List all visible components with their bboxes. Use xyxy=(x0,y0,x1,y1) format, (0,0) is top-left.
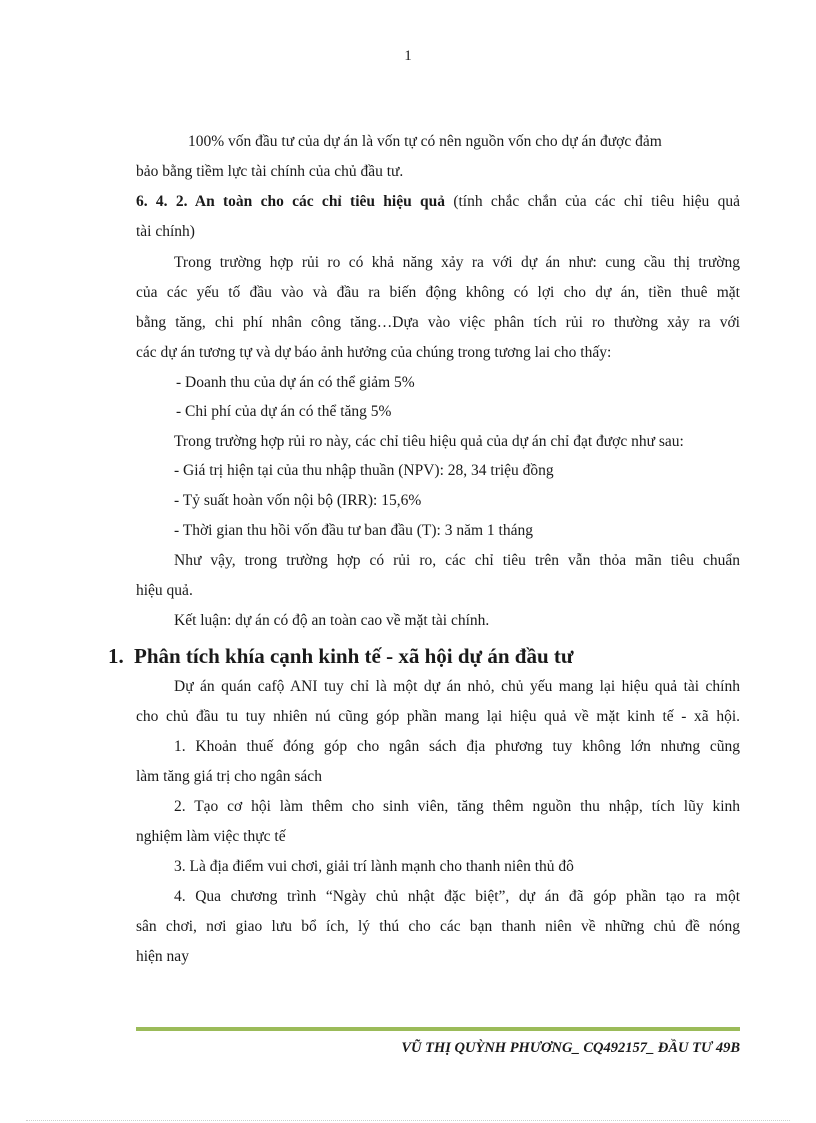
subsection-heading-line-2: tài chính) xyxy=(136,223,195,240)
section-heading xyxy=(108,642,574,670)
paragraph-line: Trong trường hợp rủi ro có khả năng xảy ra với dự án như: cung cầu thị trường xyxy=(174,254,740,271)
list-item-continued: nghiệm làm việc thực tế xyxy=(136,828,286,845)
footer-rule xyxy=(136,1027,740,1031)
section-number: 1. xyxy=(108,644,124,668)
paragraph-line: Dự án quán cafộ ANI tuy chỉ là một dự án nhỏ, chủ yếu mang lại hiệu quả tài chính xyxy=(174,678,740,695)
list-item: 3. Là địa điểm vui chơi, giải trí lành mạnh cho thanh niên thủ đô xyxy=(174,858,574,875)
paragraph-line: Như vậy, trong trường hợp có rủi ro, các chỉ tiêu trên vẫn thỏa mãn tiêu chuẩn xyxy=(174,552,740,569)
paragraph-line: cho chủ đầu tu tuy nhiên nú cũng góp phần mang lại hiệu quả về mặt kinh tế - xã hội. xyxy=(136,708,740,725)
list-item: 1. Khoản thuế đóng góp cho ngân sách địa phương tuy không lớn nhưng cũng xyxy=(174,738,740,755)
page-number: 1 xyxy=(404,48,412,64)
list-item: - Doanh thu của dự án có thể giảm 5% xyxy=(176,374,415,391)
subsection-heading xyxy=(136,191,740,213)
section-title: Phân tích khía cạnh kinh tế - xã hội dự án đầu tư xyxy=(134,644,574,668)
list-item: 2. Tạo cơ hội làm thêm cho sinh viên, tăng thêm nguồn thu nhập, tích lũy kinh xyxy=(174,798,740,815)
conclusion-line: Kết luận: dự án có độ an toàn cao về mặt tài chính. xyxy=(174,612,490,629)
paragraph-line: Trong trường hợp rủi ro này, các chỉ tiêu hiệu quả của dự án chỉ đạt được như sau: xyxy=(174,433,684,450)
list-item: - Giá trị hiện tại của thu nhập thuần (NPV): 28, 34 triệu đồng xyxy=(174,462,554,479)
list-item: - Thời gian thu hồi vốn đầu tư ban đầu (T): 3 năm 1 tháng xyxy=(174,522,533,539)
subsection-heading-rest: (tính chắc chắn của các chỉ tiêu hiệu quả xyxy=(453,193,740,210)
list-item-continued: hiện nay xyxy=(136,948,189,965)
list-item: - Chi phí của dự án có thể tăng 5% xyxy=(176,403,392,420)
paragraph-line: 100% vốn đầu tư của dự án là vốn tự có nên nguồn vốn cho dự án được đảm xyxy=(188,133,662,150)
list-item-continued: sân chơi, nơi giao lưu bổ ích, lý thú cho các bạn thanh niên về những chủ đề nóng xyxy=(136,918,740,935)
paragraph-line: các dự án tương tự và dự báo ảnh hưởng của chúng trong tương lai cho thấy: xyxy=(136,344,612,361)
page-edge-divider xyxy=(26,1120,790,1121)
subsection-heading-bold: 6. 4. 2. An toàn cho các chỉ tiêu hiệu quả xyxy=(136,193,446,210)
footer-author: VŨ THỊ QUỲNH PHƯƠNG_ CQ492157_ ĐẦU TƯ 49B xyxy=(401,1040,740,1056)
paragraph-line: bảo bằng tiềm lực tài chính của chủ đầu tư. xyxy=(136,163,404,180)
list-item: - Tỷ suất hoàn vốn nội bộ (IRR): 15,6% xyxy=(174,492,422,509)
paragraph-line: bằng tăng, chi phí nhân công tăng…Dựa vào việc phân tích rủi ro thường xảy ra với xyxy=(136,314,740,331)
list-item-continued: làm tăng giá trị cho ngân sách xyxy=(136,768,322,785)
paragraph-line: hiệu quả. xyxy=(136,582,193,599)
list-item: 4. Qua chương trình “Ngày chủ nhật đặc biệt”, dự án đã góp phần tạo ra một xyxy=(174,888,740,905)
paragraph-line: của các yếu tố đầu vào và đầu ra biến động không có lợi cho dự án, tiền thuê mặt xyxy=(136,284,740,301)
